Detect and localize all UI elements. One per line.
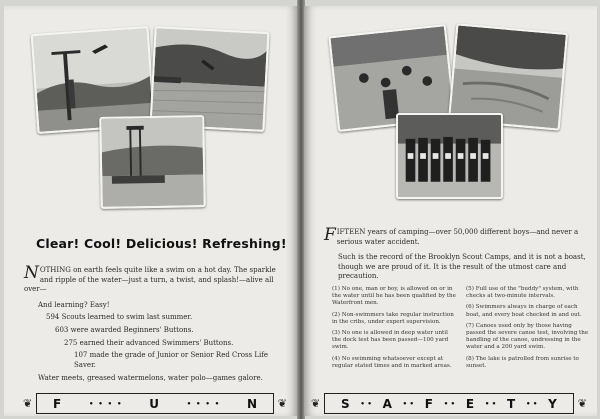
left-body-text — [24, 263, 286, 387]
page-headline: Clear! Cool! Delicious! Refreshing! — [36, 236, 287, 251]
rule-item: (8) The lake is patrolled from sunrise to sunset. — [466, 355, 579, 369]
footer-dots: • • • • — [186, 399, 220, 408]
closing-line: Water meets, greased watermelons, water polo—games galore. — [38, 374, 263, 383]
learning-line: And learning? Easy! — [38, 300, 110, 309]
scroll-ornament-left: ❦ — [311, 397, 321, 410]
stat-line: 107 made the grade of Junior or Senior Red Cross Life Saver. — [74, 351, 268, 369]
stat-line: 603 were awarded Beginners' Buttons. — [55, 325, 194, 334]
footer-dots: • • — [402, 399, 415, 408]
record-paragraph: Such is the record of the Brooklyn Scout Camps, and it is not a boast, though we are proud of it. It is the result of the utmost care and precaution. — [338, 253, 586, 281]
intro-text: IFTEEN years of camping—over 50,000 different boys—and never a serious water accident. — [336, 228, 579, 246]
safety-rules — [332, 286, 590, 374]
intro-text: OTHING on earth feels quite like a swim on a hot day. The sparkle and ripple of the water—just a turn, a twist, and splash!—alive all over— — [24, 266, 276, 294]
rule-item: (3) No one is allowed in deep water until the dock test has been passed—100 yard swim. — [332, 330, 449, 351]
footer-letter: E — [465, 396, 475, 411]
dropcap-n: N — [24, 263, 39, 283]
footer-letter: T — [507, 396, 516, 411]
scroll-ornament-left: ❦ — [23, 397, 33, 410]
rule-item: (1) No one, man or boy, is allowed on or in the water until he has been qualified by the Waterfront men. — [332, 286, 456, 307]
scroll-ornament-right: ❦ — [577, 397, 587, 410]
rule-item: (5) Full use of the "buddy" system, with checks at two-minute intervals. — [466, 286, 579, 300]
footer-letter: F — [424, 396, 433, 411]
footer-fun — [23, 393, 287, 414]
scroll-ornament-right: ❦ — [277, 397, 287, 410]
footer-letter: U — [149, 396, 159, 411]
rule-item: (7) Canoes used only by those having passed the severe canoe test, involving the handling of the canoe, undressing in the water and a 200 yard swim. — [466, 322, 589, 351]
intro-paragraph — [324, 225, 586, 247]
footer-letter: S — [341, 396, 350, 411]
footer-dots: • • — [484, 399, 497, 408]
footer-dots: • • — [526, 399, 538, 408]
footer-dots: • • • • — [88, 399, 122, 408]
right-intro-text — [324, 225, 586, 285]
footer-letter: Y — [548, 396, 557, 411]
stat-line: 594 Scouts learned to swim last summer. — [46, 313, 193, 322]
footer-dots: • • — [443, 399, 456, 408]
footer-letter: A — [382, 396, 392, 411]
footer-dots: • • — [360, 399, 372, 408]
footer-letter: F — [53, 396, 62, 411]
photo-diving-platform — [99, 115, 206, 209]
footer-letter: N — [246, 396, 257, 411]
rules-column-right — [466, 286, 590, 374]
rule-item: (2) Non-swimmers take regular instruction in the cribs, under expert supervision. — [332, 311, 454, 325]
rule-item: (6) Swimmers always in charge of each boat, and every boat checked in and out. — [466, 304, 582, 318]
stat-line: 275 earned their advanced Swimmers' Buttons. — [64, 338, 234, 347]
intro-paragraph — [24, 263, 286, 295]
footer-safety — [311, 393, 587, 414]
rule-item: (4) No swimming whatsoever except at regular stated times and in marked areas. — [332, 355, 452, 369]
rules-column-left — [332, 286, 456, 374]
photo-lifeguard-group — [396, 113, 503, 199]
dropcap-f: F — [324, 225, 336, 245]
